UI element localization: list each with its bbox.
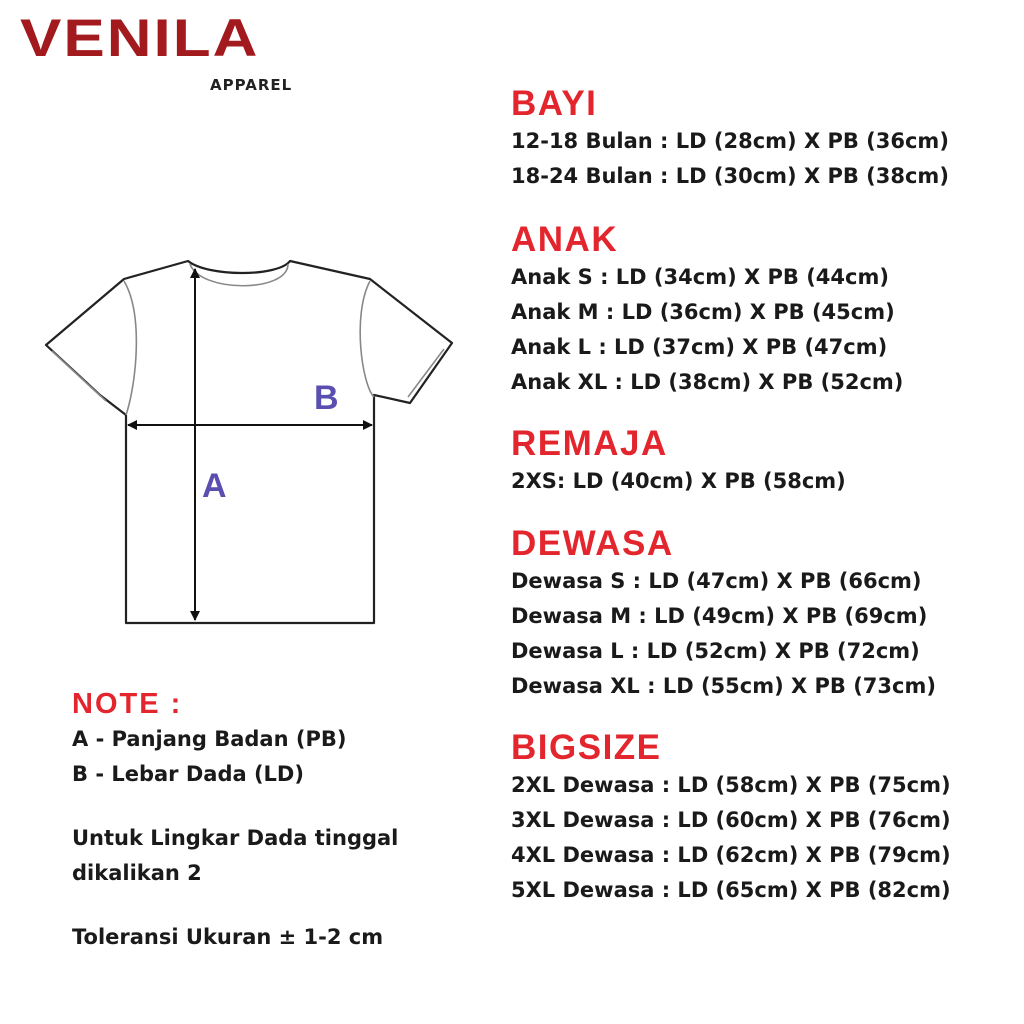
category-title: ANAK	[511, 220, 619, 259]
note-line-a: A - Panjang Badan (PB)	[72, 727, 347, 751]
size-line: Anak L : LD (37cm) X PB (47cm)	[511, 335, 888, 359]
size-line: Dewasa S : LD (47cm) X PB (66cm)	[511, 569, 922, 593]
size-line: 2XL Dewasa : LD (58cm) X PB (75cm)	[511, 773, 951, 797]
brand-name: VENILA	[20, 8, 260, 68]
size-line: 4XL Dewasa : LD (62cm) X PB (79cm)	[511, 843, 951, 867]
tshirt-diagram	[40, 255, 460, 635]
category-bayi	[511, 84, 949, 194]
size-line: 2XS: LD (40cm) X PB (58cm)	[511, 469, 846, 493]
size-line: Dewasa L : LD (52cm) X PB (72cm)	[511, 639, 920, 663]
label-a: A	[202, 467, 227, 505]
size-line: 18-24 Bulan : LD (30cm) X PB (38cm)	[511, 164, 949, 188]
note-chest-1: Untuk Lingkar Dada tinggal	[72, 826, 399, 850]
brand-logo	[20, 8, 300, 94]
size-line: Anak S : LD (34cm) X PB (44cm)	[511, 265, 889, 289]
category-title: BAYI	[511, 84, 598, 123]
category-remaja	[511, 424, 846, 499]
size-line: 3XL Dewasa : LD (60cm) X PB (76cm)	[511, 808, 951, 832]
size-line: Dewasa M : LD (49cm) X PB (69cm)	[511, 604, 928, 628]
note-title: NOTE :	[72, 688, 183, 720]
category-anak	[511, 220, 903, 400]
tshirt-outline	[46, 261, 452, 623]
size-line: Anak M : LD (36cm) X PB (45cm)	[511, 300, 895, 324]
size-line: 12-18 Bulan : LD (28cm) X PB (36cm)	[511, 129, 949, 153]
category-bigsize	[511, 728, 951, 908]
note-tolerance: Toleransi Ukuran ± 1-2 cm	[72, 925, 384, 949]
size-line: Dewasa XL : LD (55cm) X PB (73cm)	[511, 674, 936, 698]
note-line-b: B - Lebar Dada (LD)	[72, 762, 304, 786]
category-dewasa	[511, 524, 936, 704]
size-line: Anak XL : LD (38cm) X PB (52cm)	[511, 370, 904, 394]
brand-subtitle: APPAREL	[210, 76, 293, 94]
note-section	[72, 686, 492, 955]
category-title: BIGSIZE	[511, 728, 662, 767]
category-title: DEWASA	[511, 524, 674, 563]
label-b: B	[314, 379, 339, 417]
category-title: REMAJA	[511, 424, 668, 463]
size-line: 5XL Dewasa : LD (65cm) X PB (82cm)	[511, 878, 951, 902]
note-chest-2: dikalikan 2	[72, 861, 202, 885]
